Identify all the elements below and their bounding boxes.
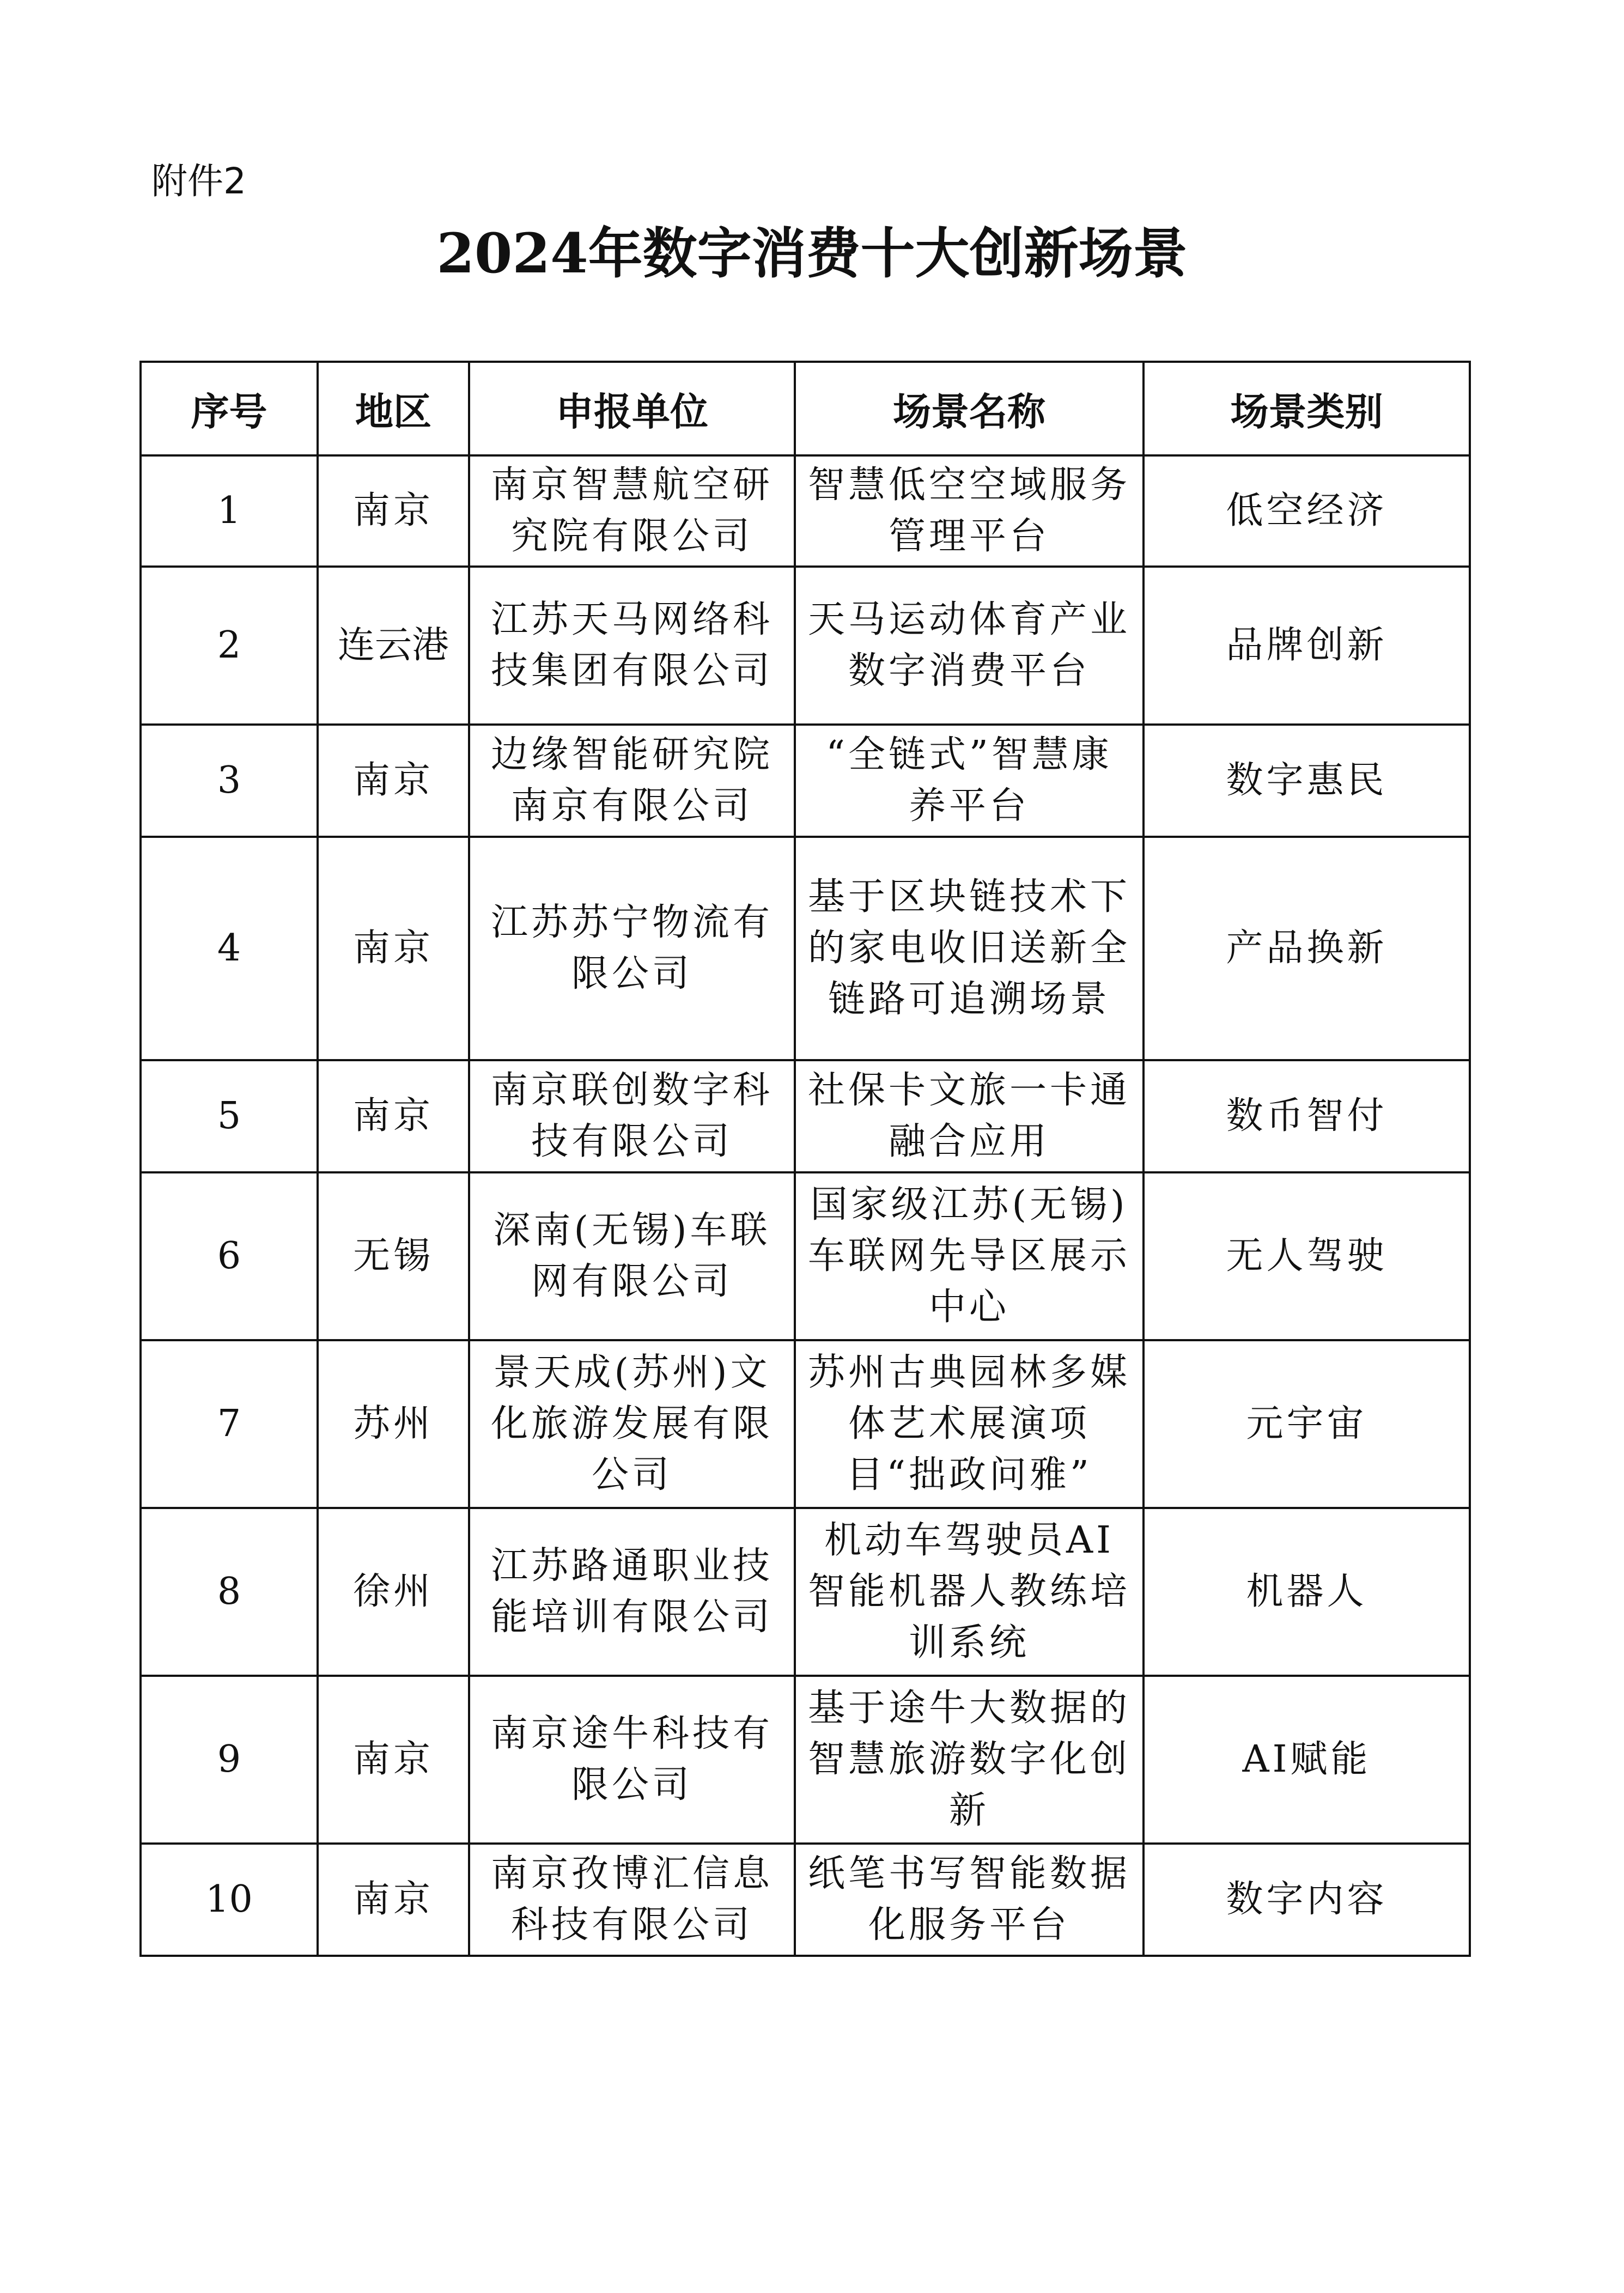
cell-applicant: 江苏苏宁物流有限公司	[469, 837, 795, 1060]
cell-scene-category: 数字内容	[1144, 1844, 1470, 1956]
cell-region: 南京	[318, 1676, 469, 1844]
cell-applicant: 南京途牛科技有限公司	[469, 1676, 795, 1844]
table-row	[141, 567, 1470, 725]
table-row	[141, 725, 1470, 837]
header-scene-category: 场景类别	[1144, 362, 1470, 455]
cell-region: 苏州	[318, 1340, 469, 1508]
table-row	[141, 1060, 1470, 1172]
cell-scene-category: 数币智付	[1144, 1060, 1470, 1172]
cell-scene-category: 无人驾驶	[1144, 1172, 1470, 1340]
cell-region: 南京	[318, 455, 469, 567]
cell-serial: 1	[141, 455, 318, 567]
cell-scene-name: 苏州古典园林多媒体艺术展演项目“拙政问雅”	[795, 1340, 1144, 1508]
cell-scene-name: 智慧低空空域服务管理平台	[795, 455, 1144, 567]
cell-region: 连云港	[318, 567, 469, 725]
cell-scene-name: 基于途牛大数据的智慧旅游数字化创新	[795, 1676, 1144, 1844]
cell-applicant: 南京联创数字科技有限公司	[469, 1060, 795, 1172]
cell-serial: 10	[141, 1844, 318, 1956]
cell-scene-name: 机动车驾驶员AI智能机器人教练培训系统	[795, 1508, 1144, 1676]
cell-serial: 5	[141, 1060, 318, 1172]
table-row	[141, 1340, 1470, 1508]
cell-scene-category: 品牌创新	[1144, 567, 1470, 725]
cell-region: 徐州	[318, 1508, 469, 1676]
header-serial: 序号	[141, 362, 318, 455]
cell-serial: 6	[141, 1172, 318, 1340]
cell-applicant: 南京孜博汇信息科技有限公司	[469, 1844, 795, 1956]
header-applicant: 申报单位	[469, 362, 795, 455]
cell-region: 南京	[318, 725, 469, 837]
cell-applicant: 深南(无锡)车联网有限公司	[469, 1172, 795, 1340]
table-header-row	[141, 362, 1470, 455]
cell-scene-category: AI赋能	[1144, 1676, 1470, 1844]
cell-serial: 4	[141, 837, 318, 1060]
cell-scene-category: 数字惠民	[1144, 725, 1470, 837]
cell-serial: 2	[141, 567, 318, 725]
cell-region: 南京	[318, 1060, 469, 1172]
cell-applicant: 南京智慧航空研究院有限公司	[469, 455, 795, 567]
attachment-label: 附件2	[151, 160, 246, 202]
cell-serial: 3	[141, 725, 318, 837]
cell-scene-name: 基于区块链技术下的家电收旧送新全链路可追溯场景	[795, 837, 1144, 1060]
cell-applicant: 江苏天马网络科技集团有限公司	[469, 567, 795, 725]
table-row	[141, 1508, 1470, 1676]
header-region: 地区	[318, 362, 469, 455]
cell-scene-name: 社保卡文旅一卡通融合应用	[795, 1060, 1144, 1172]
cell-serial: 7	[141, 1340, 318, 1508]
document-title: 2024年数字消费十大创新场景	[436, 221, 1188, 285]
cell-region: 南京	[318, 1844, 469, 1956]
cell-applicant: 江苏路通职业技能培训有限公司	[469, 1508, 795, 1676]
cell-region: 南京	[318, 837, 469, 1060]
table-row	[141, 455, 1470, 567]
cell-scene-name: 天马运动体育产业数字消费平台	[795, 567, 1144, 725]
cell-scene-name: 国家级江苏(无锡)车联网先导区展示中心	[795, 1172, 1144, 1340]
table-row	[141, 1676, 1470, 1844]
cell-applicant: 景天成(苏州)文化旅游发展有限公司	[469, 1340, 795, 1508]
cell-applicant: 边缘智能研究院南京有限公司	[469, 725, 795, 837]
table-row	[141, 837, 1470, 1060]
cell-scene-category: 元宇宙	[1144, 1340, 1470, 1508]
table-row	[141, 1844, 1470, 1956]
cell-scene-category: 低空经济	[1144, 455, 1470, 567]
cell-scene-name: “全链式”智慧康养平台	[795, 725, 1144, 837]
scene-table	[139, 361, 1471, 1957]
cell-serial: 8	[141, 1508, 318, 1676]
cell-scene-name: 纸笔书写智能数据化服务平台	[795, 1844, 1144, 1956]
cell-scene-category: 产品换新	[1144, 837, 1470, 1060]
table-row	[141, 1172, 1470, 1340]
header-scene-name: 场景名称	[795, 362, 1144, 455]
cell-region: 无锡	[318, 1172, 469, 1340]
cell-scene-category: 机器人	[1144, 1508, 1470, 1676]
cell-serial: 9	[141, 1676, 318, 1844]
